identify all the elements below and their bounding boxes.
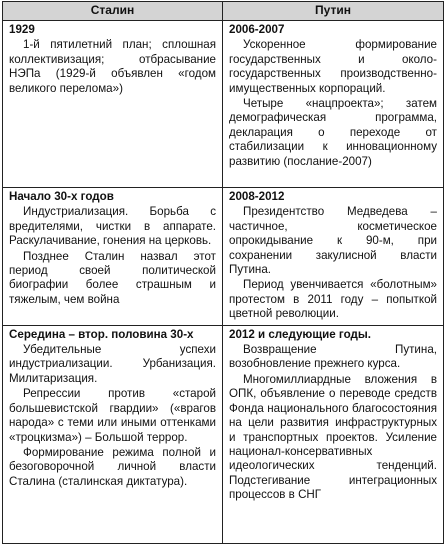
- table-row: [3, 325, 444, 543]
- cell-paragraph: Индустриализация. Борьба с вредителями, чистки в аппарате. Раскулачивание, гонения на церковь.: [9, 205, 216, 248]
- cell-paragraph: Многомиллиардные вложения в ОПК, объявление о переводе средств Фонда национального благосостояния на цели развития инфраструктурных и транспортных проектов. Усиление национал-консервативных идеологических тенденций. Подстегивание интеграционных процессов в СНГ: [229, 372, 437, 502]
- cell-paragraph: Ускоренное формирование государственных и около-государственных производственно-имущественных корпораций.: [229, 38, 437, 95]
- period-label: 2012 и следующие годы.: [229, 327, 371, 341]
- period-label: Начало 30-х годов: [9, 190, 114, 203]
- putin-cell: [223, 21, 444, 188]
- stalin-cell: [3, 188, 223, 326]
- cell-paragraph: Период увенчивается «болотным» протестом в 2011 году – попыткой цветной революции.: [229, 278, 437, 321]
- cell-paragraph: Возвращение Путина, возобновление прежнего курса.: [229, 343, 437, 371]
- stalin-cell: [3, 325, 223, 543]
- period-label: 2008-2012: [229, 190, 285, 203]
- header-putin: Путин: [223, 2, 444, 21]
- period-label: 2006-2007: [229, 23, 285, 36]
- cell-paragraph: Позднее Сталин назвал этот период своей политической биографии более страшным и тяжелым, чем война: [9, 249, 216, 306]
- period-label: Середина – втор. половина 30-х: [9, 327, 194, 341]
- cell-paragraph: 1-й пятилетний план; сплошная коллективизация; отбрасывание НЭПа (1929-й объявлен «годом великого перелома»): [9, 38, 216, 95]
- cell-paragraph: Репрессии против «старой большевистской гвардии» («врагов народа» с теми или иными оттенками «троцкизма») – Большой террор.: [9, 387, 216, 444]
- table-row: [3, 21, 444, 188]
- cell-paragraph: Четыре «нацпроекта»; затем демографическая программа, декларация о переходе от стабилизации к инновационному развитию (послание-2007): [229, 97, 437, 168]
- header-row: [3, 2, 444, 21]
- cell-paragraph: Формирование режима полной и безоговорочной личной власти Сталина (сталинская диктатура).: [9, 445, 216, 488]
- table-row: [3, 188, 444, 326]
- cell-paragraph: Президентство Медведева – частичное, косметическое опрокидывание к 90-м, при сохранении закулисной власти Путина.: [229, 205, 437, 277]
- stalin-cell: [3, 21, 223, 188]
- putin-cell: [223, 325, 444, 543]
- putin-cell: [223, 188, 444, 326]
- header-stalin: Сталин: [3, 2, 223, 21]
- comparison-table: [2, 1, 444, 544]
- period-label: 1929: [9, 23, 35, 36]
- cell-paragraph: Убедительные успехи индустриализации. Урбанизация. Милитаризация.: [9, 343, 216, 385]
